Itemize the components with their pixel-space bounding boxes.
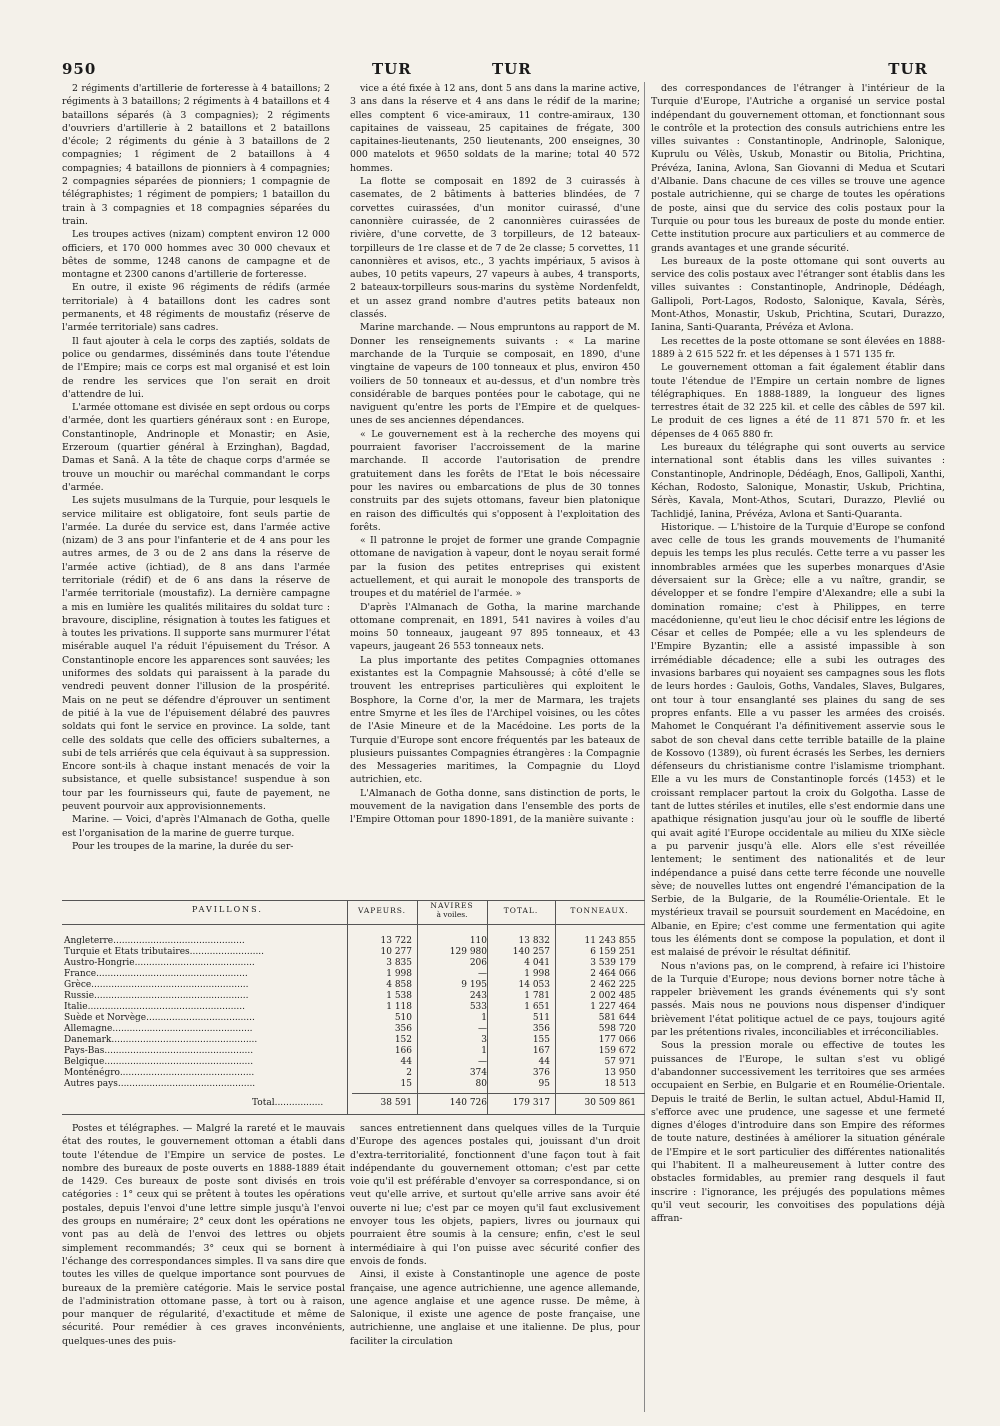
cell-vapeurs: 15 [400,1079,412,1089]
page-number: 950 [62,60,97,78]
table-row [62,1046,645,1057]
table-row [62,936,645,947]
country-name: France..................................................... [64,969,248,979]
cell-voiles: 3 [481,1035,487,1045]
paragraph: Ainsi, il existe à Constantinople une agence de poste française, une agence autrichienne, une agence allemande, une agence anglaise et une agence russe. De même, à Salonique, il existe une agence de poste française, une autrichienne, une anglaise et une italienne. De plus, pour faciliter la circulation [350,1269,640,1347]
paragraph: Pour les troupes de la marine, la durée du ser- [72,840,294,852]
cell-voiles: — [478,1024,487,1034]
table-row [62,969,645,980]
paragraph: des correspondances de l'étranger à l'intérieur de la Turquie d'Europe, l'Autriche a organisé un service postal indépendant du gouvernement ottoman, et fonctionnant sous le contrôle et la protection des consuls autrichiens entre les villes suivantes : Constantinople, Andrinople, Salonique, Kuprulu ou Vélès, Uskub, Monastir ou Bitolia, Prichtina, Prévéza, Ianina, Avlona, San Giovanni di Medua et Scutari d'Albanie. Dans chacune de ces villes se trouve une agence postale autrichienne, qui se charge de toutes les opérations de poste, ainsi que du service des colis postaux pour la Turquie ou pour tous les bureaux de poste du monde entier. Cette institution procure aux particuliers et au commerce de grands avantages et une grande sécurité. [651,83,945,254]
paragraph: Postes et télégraphes. — Malgré la rareté et le mauvais état des routes, le gouvernement ottoman a établi dans toute l'étendue de l'Empire un service de postes. Le nombre des bureaux de poste ouverts en 1888-1889 était de 1429. Ces bureaux de poste sont divisés en trois catégories : 1° ceux qui se prêtent à toutes les opérations postales, depuis l'envoi d'une lettre simple jusqu'à l'envoi des groups en numéraire; 2° ceux dont les opérations ne vont pas au delà de l'envoi des lettres ou objets simplement recommandés; 3° ceux qui se bornent à l'échange des correspondances simples. Il va sans dire que toutes les villes de quelque importance sont pourvues de bureaux de la première catégorie. Mais le service postal de l'administration ottomane passe, à tort ou à raison, pour manquer de régularité, d'exactitude et même de sécurité. Pour remédier à ces graves inconvénients, quelques-unes des puis- [62,1123,345,1347]
country-name: Danemark................................................... [64,1035,258,1045]
cell-total: 13 832 [518,936,550,946]
total-total: 179 317 [512,1098,550,1108]
country-name: Austro-Hongrie.......................................... [64,958,255,968]
cell-voiles: — [478,1057,487,1067]
paragraph: « Il patronne le projet de former une grande Compagnie ottomane de navigation à vapeur, dont le noyau serait formé par la fusion des petites entreprises qui existent actuellement, et qui aurait le monopole des transports de troupes et du matériel de l'armée. » [350,535,640,600]
cell-vapeurs: 44 [400,1057,412,1067]
paragraph: L'armée ottomane est divisée en sept ordous ou corps d'armée, dont les quartiers généraux sont : en Europe, Constantinople, Andrinople et Monastir; en Asie, Erzeroum (quartier général à Erzinghan), Bagdad, Damas et Sanâ. A la tête de chaque corps d'armée se trouve un mouchir ou maréchal commandant le corps d'armée. [62,402,330,493]
cell-total: 376 [532,1068,550,1078]
cell-tonneaux: 159 672 [598,1046,636,1056]
cell-tonneaux: 581 644 [598,1013,636,1023]
column-1-bottom [62,1122,345,1412]
cell-vapeurs: 166 [394,1046,412,1056]
country-name: Grèce....................................................... [64,980,249,990]
cell-total: 1 998 [524,969,550,979]
cell-vapeurs: 2 [406,1068,412,1078]
column-3 [651,82,945,1412]
country-name: Suède et Norvège...................................... [64,1013,255,1023]
header-navires: NAVIRES [430,901,474,910]
cell-tonneaux: 2 002 485 [590,991,636,1001]
table-total-row [62,1098,645,1109]
table-row [62,958,645,969]
total-vapeurs: 38 591 [380,1098,412,1108]
cell-vapeurs: 356 [394,1024,412,1034]
table-row [62,1079,645,1090]
cell-tonneaux: 1 227 464 [590,1002,636,1012]
country-name: Angleterre.............................................. [64,936,245,946]
total-tonneaux: 30 509 861 [584,1098,636,1108]
country-name: Pays-Bas.................................................... [64,1046,254,1056]
cell-voiles: 533 [469,1002,487,1012]
cell-voiles: 243 [469,991,487,1001]
cell-voiles: — [478,969,487,979]
country-name: Italie....................................................... [64,1002,245,1012]
column-2-bottom [350,1122,640,1412]
total-label: Total................. [252,1098,324,1108]
cell-vapeurs: 10 277 [380,947,412,957]
cell-vapeurs: 1 998 [386,969,412,979]
cell-voiles: 206 [469,958,487,968]
cell-voiles: 374 [469,1068,487,1078]
header-tonneaux: TONNEAUX. [570,906,629,915]
cell-vapeurs: 4 858 [386,980,412,990]
cell-voiles: 110 [469,936,487,946]
paragraph: La flotte se composait en 1892 de 3 cuirassés à casemates, de 2 bâtiments à batteries blindées, de 7 corvettes cuirassées, d'un monitor cuirassé, d'une canonnière cuirassée, de 2 canonnières cuirassées de rivière, d'une corvette, de 3 torpilleurs, de 12 bateaux-torpilleurs de 1re classe et de 7 de 2e classe; 5 corvettes, 11 canonnières et avisos, etc., 3 yachts impériaux, 5 avisos à aubes, 10 petits vapeurs, 27 vapeurs à aubes, 4 transports, 2 bateaux-torpilleurs sous-marins du système Nordenfeldt, et un assez grand nombre d'autres petits bateaux non classés. [350,176,640,321]
country-name: Belgique.................................................... [64,1057,254,1067]
table-row [62,991,645,1002]
paragraph: En outre, il existe 96 régiments de rédifs (armée territoriale) à 4 bataillons dont les cadres sont permanents, et 48 régiments de moustafiz (réserve de l'armée territoriale) sans cadres. [62,282,330,334]
paragraph: 2 régiments d'artillerie de forteresse à 4 bataillons; 2 régiments à 3 bataillons; 2 régiments à 4 bataillons et 4 bataillons séparés (à 3 compagnies); 2 régiments d'ouvriers d'artillerie à 2 bataillons et 2 bataillons d'école; 2 régiments du génie à 3 bataillons de 2 compagnies; 1 régiment de 2 bataillons à 4 compagnies; 4 bataillons de pionniers à 4 compagnies; 2 compagnies séparées de pionniers; 1 compagnie de télégraphistes; 1 régiment de pompiers; 1 bataillon du train à 3 compagnies et 18 compagnies séparées du train. [62,83,330,227]
cell-vapeurs: 13 722 [380,936,412,946]
paragraph: Il faut ajouter à cela le corps des zaptiés, soldats de police ou gendarmes, disséminés dans toute l'étendue de l'Empire; mais ce corps est mal organisé et est loin de rendre les services que l'on serait en droit d'attendre de lui. [62,335,330,400]
cell-tonneaux: 57 971 [604,1057,636,1067]
paragraph: sances entretiennent dans quelques villes de la Turquie d'Europe des agences postales qui, jouissant d'un droit d'extra-territorialité, fonctionnent d'une façon tout à fait indépendante du gouvernement ottoman; c'est par cette voie qu'il est préférable d'envoyer sa correspondance, si on veut qu'elle arrive, et surtout qu'elle arrive sans avoir été ouverte ni lue; c'est par ce moyen qu'il faut exclusivement envoyer tous les objets, papiers, livres ou journaux qui pourraient être soumis à la censure; enfin, c'est le seul intermédiaire à qui l'on puisse avec sécurité confier des envois de fonds. [350,1123,640,1267]
cell-tonneaux: 2 462 225 [590,980,636,990]
paragraph: Le gouvernement ottoman a fait également établir dans toute l'étendue de l'Empire un certain nombre de lignes télégraphiques. En 1888-1889, la longueur des lignes terrestres était de 32 225 kil. et celle des câbles de 597 kil. Le produit de ces lignes a été de 11 871 570 fr. et les dépenses de 4 065 880 fr. [651,362,945,440]
column-rule [644,82,645,1412]
paragraph: Historique. — L'histoire de la Turquie d'Europe se confond avec celle de tous les grands mouvements de l'humanité depuis les temps les plus reculés. Cette terre a vu passer les innombrables armées que les superbes monarques d'Asie déversaient sur la Grèce; elle a vu naître, grandir, se développer et se fondre l'empire d'Alexandre; elle a subi la domination romaine; c'est à Philippes, en terre macédonienne, qu'eut lieu le choc décisif entre les légions de César et celles de Pompée; elle a vu les splendeurs de l'Empire Byzantin; elle a assisté impassible à son irrémédiable décadence; elle a subi les outrages des invasions barbares qui noyaient ses campagnes sous les flots de leurs hordes : Gaulois, Goths, Vandales, Slaves, Bulgares, ont tour à tour ensanglanté ses plaines du sang de ses propres enfants. Elle a vu passer les armées des croisés. Mahomet le Conquérant l'a définitivement asservie sous le sabot de son cheval dans cette terrible bataille de la plaine de Kossovo (1389), où furent écrasés les Serbes, les derniers défenseurs du christianisme contre l'islamisme triomphant. Elle a vu les murs de Constantinople forcés (1453) et le croissant remplacer partout la croix du Golgotha. Lasse de tant de luttes stériles et inutiles, elle s'est endormie dans une apathique résignation jusqu'au jour où le souffle de liberté qui avait agité l'Europe occidentale au milieu du XIXe siècle a pu parvenir jusqu'à elle. Alors elle s'est réveillée lentement; le sentiment des nationalités et de leur indépendance a puisé dans cette terre féconde une nouvelle sève; de nouvelles luttes ont engendré l'émancipation de la Serbie, de la Bulgarie, de la Roumélie-Orientale. Et le mystérieux travail se poursuit sourdement en Macédoine, en Albanie, en Epire; c'est comme une fermentation qui agite tous les éléments dont se compose la population, et dont il est malaisé de prévoir le résultat définitif. [651,521,945,959]
table-top-rule [62,900,645,901]
country-name: Autres pays................................................ [64,1079,256,1089]
paragraph: Sous la pression morale ou effective de toutes les puissances de l'Europe, le sultan s'est vu obligé d'abandonner successivement les territoires que ses armées occupaient en Serbie, en Bulgarie et en Roumélie-Orientale. Depuis le traité de Berlin, le sultan actuel, Abdul-Hamid II, s'efforce avec une prudence, une sagesse et une fermeté dignes d'éloges d'introduire dans son Empire des réformes de toute nature, destinées à améliorer la situation générale de l'Empire et le sort particulier des différentes nationalités qui l'habitent. Il a malheureusement à lutter contre des obstacles formidables, au premier rang desquels il faut inscrire : l'ignorance, les préjugés des populations mêmes qu'il veut secourir, les convoitises des populations déjà affran- [651,1040,945,1225]
paragraph: vice a été fixée à 12 ans, dont 5 ans dans la marine active, 3 ans dans la réserve et 4 ans dans le rédif de la marine; elles comptent 6 vice-amiraux, 11 contre-amiraux, 130 capitaines de vaisseau, 25 capitaines de frégate, 300 capitaines-lieutenants, 250 lieutenants, 200 enseignes, 30 000 matelots et 9650 soldats de la marine; total 40 572 hommes. [350,83,640,174]
header-center: TUR [492,60,532,78]
paragraph: L'Almanach de Gotha donne, sans distinction de ports, le mouvement de la navigation dans l'ensemble des ports de l'Empire Ottoman pour 1890-1891, de la manière suivante : [350,787,640,826]
paragraph: Les bureaux du télégraphe qui sont ouverts au service international sont établis dans les villes suivantes : Constantinople, Andrinople, Dédéagh, Enos, Gallipoli, Xanthi, Kéchan, Rodosto, Salonique, Monastir, Uskub, Prichtina, Sérès, Kavala, Mont-Athos, Scutari, Durazzo, Plevlié ou Tachlidjé, Ianina, Prévéza, Avlona et Santi-Quaranta. [651,442,945,520]
cell-tonneaux: 6 159 251 [590,947,636,957]
table-row [62,980,645,991]
cell-tonneaux: 3 539 179 [590,958,636,968]
paragraph: Les sujets musulmans de la Turquie, pour lesquels le service militaire est obligatoire, font seuls partie de l'armée. La durée du service est, dans l'armée active (nizam) de 3 ans pour l'infanterie et de 4 ans pour les autres armes, de 3 ou de 2 ans dans la réserve de l'armée active (ichtiad), de 8 ans dans l'armée territoriale (rédif) et de 6 ans dans la réserve de l'armée territoriale (moustafiz). La dernière campagne a mis en lumière les qualités militaires du soldat turc : bravoure, discipline, résignation à toutes les fatigues et à toutes les privations. Il supporte sans murmurer l'état misérable auquel l'a réduit l'épuisement du Trésor. A Constantinople encore les apparences sont sauvées; les uniformes des soldats qui paraissent à la parade du vendredi peuvent donner l'illusion de la prospérité. Mais on ne peut se défendre d'éprouver un sentiment de pitié à la vue de l'épuisement délabré des pauvres soldats qui font le service en province. La solde, tant celle des soldats que celle des officiers subalternes, a subi de tels arriérés que cela équivaut à sa suppression. Encore sont-ils à chaque instant menacés de voir la subsistance, et quelle subsistance! suspendue à son tour par les fournisseurs qui, faute de payement, ne peuvent pourvoir aux approvisionnements. [62,495,330,813]
total-rule [352,1093,645,1094]
cell-total: 140 257 [512,947,550,957]
paragraph: « Le gouvernement est à la recherche des moyens qui pourraient favoriser l'accroissement de la marine marchande. Il accorde l'autorisation de prendre gratuitement dans les forêts de l'Etat le bois nécessaire pour les navires ou embarcations de plus de 30 tonnes construits par des sujets ottomans, faveur bien platonique en raison des difficultés qui s'opposent à l'exploitation des forêts. [350,428,640,533]
table-row [62,1002,645,1013]
column-2-top [350,82,640,882]
header-pavillons: PAVILLONS. [192,905,263,914]
cell-total: 44 [538,1057,550,1067]
table-header-rule [62,924,645,925]
country-name: Turquie et Etats tributaires.......................... [64,947,265,957]
cell-tonneaux: 2 464 066 [590,969,636,979]
cell-total: 167 [532,1046,550,1056]
cell-vapeurs: 1 118 [386,1002,412,1012]
country-name: Monténégro............................................... [64,1068,255,1078]
cell-tonneaux: 13 950 [604,1068,636,1078]
header-navires-sub: à voiles. [436,910,468,919]
header-vapeurs: VAPEURS. [357,906,407,915]
cell-vapeurs: 152 [394,1035,412,1045]
header-left: TUR [372,60,412,78]
cell-total: 14 053 [518,980,550,990]
cell-tonneaux: 18 513 [604,1079,636,1089]
running-header [62,60,938,80]
cell-voiles: 1 [481,1013,487,1023]
cell-voiles: 129 980 [449,947,487,957]
header-total: TOTAL. [503,906,539,915]
paragraph: Marine. — Voici, d'après l'Almanach de Gotha, quelle est l'organisation de la marine de guerre turque. [62,814,330,839]
cell-vapeurs: 3 835 [386,958,412,968]
cell-total: 4 041 [524,958,550,968]
cell-total: 95 [538,1079,550,1089]
cell-total: 155 [532,1035,550,1045]
table-row [62,1035,645,1046]
paragraph: Marine marchande. — Nous empruntons au rapport de M. Donner les renseignements suivants : « La marine marchande de la Turquie se composait, en 1890, d'une vingtaine de vapeurs de 100 tonneaux et plus, environ 450 voiliers de 50 tonneaux et au-dessus, et d'un nombre très considérable de barques pontées pour le cabotage, qui ne naviguent qu'entre les ports de l'Empire et de quelques-unes de ses anciennes dépendances. [350,322,640,427]
cell-voiles: 1 [481,1046,487,1056]
table-row [62,1013,645,1024]
cell-total: 511 [532,1013,550,1023]
cell-total: 1 651 [524,1002,550,1012]
cell-total: 356 [532,1024,550,1034]
paragraph: La plus importante des petites Compagnies ottomanes existantes est la Compagnie Mahsoussé; à côté d'elle se trouvent les entreprises particulières qui exploitent le Bosphore, la Corne d'or, la mer de Marmara, les trajets entre Smyrne et les îles de l'Archipel voisines, ou les côtes de l'Asie Mineure et de la Macédoine. Les ports de la Turquie d'Europe sont encore fréquentés par les bateaux de plusieurs puissantes Compagnies étrangères : la Compagnie des Messageries maritimes, la Compagnie du Lloyd autrichien, etc. [350,654,640,786]
table-bottom-rule [62,1114,645,1115]
cell-tonneaux: 598 720 [598,1024,636,1034]
paragraph: D'après l'Almanach de Gotha, la marine marchande ottomane comprenait, en 1891, 541 navires à voiles d'au moins 50 tonneaux, jaugeant 97 895 tonneaux, et 43 vapeurs, jaugeant 26 553 tonneaux nets. [350,601,640,653]
shipping-table [62,900,645,1115]
cell-total: 1 781 [524,991,550,1001]
column-1-top [62,82,330,877]
country-name: Allemagne................................................. [64,1024,253,1034]
table-row [62,1024,645,1035]
total-voiles: 140 726 [449,1098,487,1108]
cell-vapeurs: 1 538 [386,991,412,1001]
country-name: Russie...................................................... [64,991,249,1001]
table-row [62,1068,645,1079]
cell-voiles: 9 195 [461,980,487,990]
cell-tonneaux: 177 066 [598,1035,636,1045]
paragraph: Les troupes actives (nizam) comptent environ 12 000 officiers, et 170 000 hommes avec 30 000 chevaux et bêtes de somme, 1248 canons de campagne et de montagne et 2300 canons d'artillerie de forteresse. [62,229,330,281]
paragraph: Les bureaux de la poste ottomane qui sont ouverts au service des colis postaux avec l'étranger sont établis dans les villes suivantes : Constantinople, Andrinople, Dédéagh, Gallipoli, Port-Lagos, Rodosto, Salonique, Kavala, Sérès, Mont-Athos, Monastir, Uskub, Prichtina, Scutari, Durazzo, Ianina, Santi-Quaranta, Prévéza et Avlona. [651,255,945,334]
table-row [62,947,645,958]
cell-voiles: 80 [475,1079,487,1089]
cell-vapeurs: 510 [394,1013,412,1023]
cell-tonneaux: 11 243 855 [584,936,636,946]
paragraph: Les recettes de la poste ottomane se sont élevées en 1888-1889 à 2 615 522 fr. et les dépenses à 1 571 135 fr. [651,335,945,360]
header-right: TUR [888,60,928,78]
table-row [62,1057,645,1068]
paragraph: Nous n'avions pas, on le comprend, à refaire ici l'histoire de la Turquie d'Europe; nous devions borner notre tâche à rappeler brièvement les grands événements qui s'y sont passés. Mais nous ne pouvions nous dispenser d'indiquer brièvement l'état politique actuel de ce pays, toujours agité par les prétentions rivales, inconciliables et irréconciliables. [651,960,945,1039]
